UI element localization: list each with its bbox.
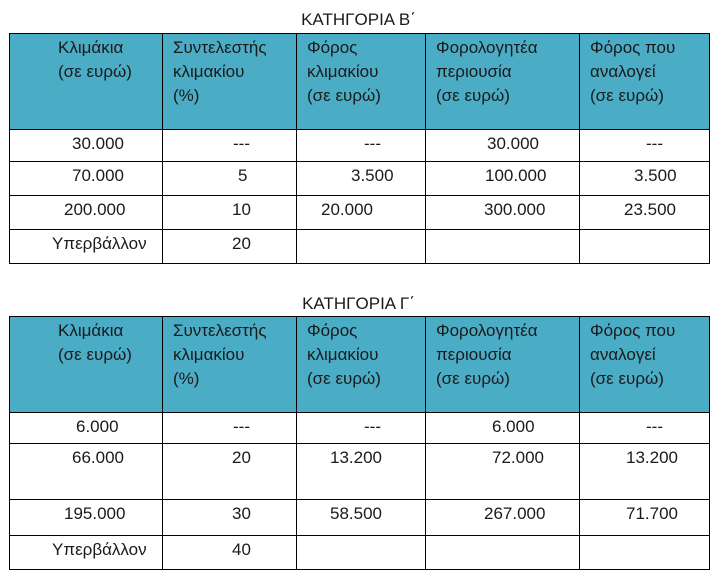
- header-line: Κλιμάκια: [58, 321, 124, 340]
- cell-bracket: 66.000: [10, 444, 163, 500]
- header-line: κλιμακίου: [173, 62, 245, 81]
- cell-taxable-property: 30.000: [426, 130, 580, 162]
- cell-taxable-property: [426, 536, 580, 570]
- table-header-row: [10, 34, 710, 130]
- header-line: Φόρος που: [590, 321, 676, 340]
- cell-taxable-property: 300.000: [426, 196, 580, 230]
- header-taxable-property: [426, 34, 580, 130]
- header-line: αναλογεί: [590, 345, 656, 364]
- table-row: [10, 536, 710, 570]
- cell-taxable-property: [426, 230, 580, 264]
- cell-tax-due: ---: [580, 413, 710, 444]
- cell-bracket: Υπερβάλλον: [10, 536, 163, 570]
- cell-bracket: 200.000: [10, 196, 163, 230]
- header-line: Φορολογητέα: [436, 321, 538, 340]
- header-line: (σε ευρώ): [58, 345, 132, 364]
- header-line: περιουσία: [436, 62, 512, 81]
- header-tax-due: [580, 34, 710, 130]
- cell-bracket-tax: 58.500: [297, 500, 426, 536]
- cell-bracket-tax: [297, 230, 426, 264]
- cell-bracket-tax: 13.200: [297, 444, 426, 500]
- header-rate: [163, 34, 297, 130]
- cell-rate: 20: [163, 230, 297, 264]
- header-line: Κλιμάκια: [58, 38, 124, 57]
- cell-taxable-property: 72.000: [426, 444, 580, 500]
- header-line: (σε ευρώ): [436, 369, 510, 388]
- header-line: αναλογεί: [590, 62, 656, 81]
- cell-rate: ---: [163, 413, 297, 444]
- cell-rate: 30: [163, 500, 297, 536]
- table-row: [10, 444, 710, 500]
- header-line: (σε ευρώ): [436, 86, 510, 105]
- cell-bracket: 6.000: [10, 413, 163, 444]
- cell-tax-due: 3.500: [580, 162, 710, 196]
- header-line: (%): [173, 86, 200, 105]
- table-row: [10, 196, 710, 230]
- tax-table-category-c: [9, 316, 710, 570]
- header-line: κλιμακίου: [173, 345, 245, 364]
- table-title-category-c: ΚΑΤΗΓΟΡΙΑ Γ΄: [302, 294, 415, 313]
- cell-taxable-property: 267.000: [426, 500, 580, 536]
- header-bracket-tax: [297, 317, 426, 413]
- tax-table-category-b: [9, 33, 710, 264]
- table-row: [10, 230, 710, 264]
- header-line: Φόρος: [307, 321, 358, 340]
- header-line: Συντελεστής: [173, 321, 267, 340]
- cell-bracket: Υπερβάλλον: [10, 230, 163, 264]
- header-brackets: [10, 317, 163, 413]
- header-line: (σε ευρώ): [590, 86, 664, 105]
- cell-bracket: 70.000: [10, 162, 163, 196]
- header-line: (σε ευρώ): [307, 369, 381, 388]
- header-rate: [163, 317, 297, 413]
- cell-bracket-tax: [297, 536, 426, 570]
- header-line: Συντελεστής: [173, 38, 267, 57]
- header-line: (%): [173, 369, 200, 388]
- cell-rate: 5: [163, 162, 297, 196]
- table-header-row: [10, 317, 710, 413]
- table-row: [10, 413, 710, 444]
- cell-tax-due: [580, 536, 710, 570]
- header-bracket-tax: [297, 34, 426, 130]
- cell-rate: 10: [163, 196, 297, 230]
- cell-taxable-property: 100.000: [426, 162, 580, 196]
- header-taxable-property: [426, 317, 580, 413]
- header-line: κλιμακίου: [307, 62, 379, 81]
- header-line: Φόρος που: [590, 38, 676, 57]
- header-line: (σε ευρώ): [58, 62, 132, 81]
- header-brackets: [10, 34, 163, 130]
- cell-rate: 40: [163, 536, 297, 570]
- header-line: Φορολογητέα: [436, 38, 538, 57]
- header-tax-due: [580, 317, 710, 413]
- cell-bracket: 30.000: [10, 130, 163, 162]
- header-line: Φόρος: [307, 38, 358, 57]
- cell-bracket-tax: 20.000: [297, 196, 426, 230]
- cell-tax-due: 13.200: [580, 444, 710, 500]
- header-line: (σε ευρώ): [307, 86, 381, 105]
- cell-taxable-property: 6.000: [426, 413, 580, 444]
- cell-bracket: 195.000: [10, 500, 163, 536]
- cell-tax-due: 23.500: [580, 196, 710, 230]
- cell-bracket-tax: ---: [297, 130, 426, 162]
- table-row: [10, 162, 710, 196]
- cell-tax-due: 71.700: [580, 500, 710, 536]
- cell-rate: 20: [163, 444, 297, 500]
- cell-bracket-tax: ---: [297, 413, 426, 444]
- header-line: περιουσία: [436, 345, 512, 364]
- cell-tax-due: ---: [580, 130, 710, 162]
- header-line: (σε ευρώ): [590, 369, 664, 388]
- cell-rate: ---: [163, 130, 297, 162]
- cell-bracket-tax: 3.500: [297, 162, 426, 196]
- table-title-category-b: ΚΑΤΗΓΟΡΙΑ Β΄: [301, 10, 416, 29]
- header-line: κλιμακίου: [307, 345, 379, 364]
- cell-tax-due: [580, 230, 710, 264]
- table-row: [10, 500, 710, 536]
- table-row: [10, 130, 710, 162]
